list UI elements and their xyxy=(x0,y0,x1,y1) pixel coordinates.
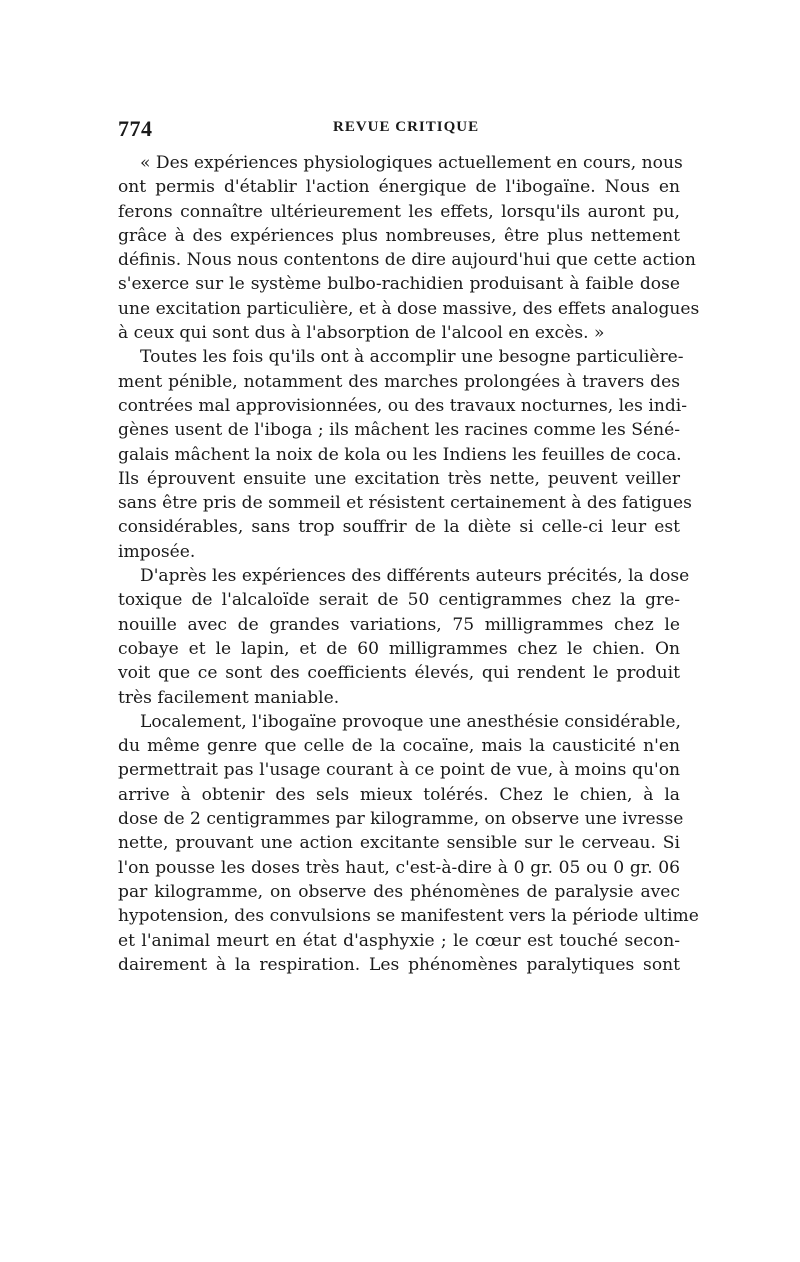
text-line: ont permis d'établir l'action énergique de l'ibogaïne. Nous en xyxy=(118,177,680,198)
paragraph xyxy=(118,564,690,710)
text-line: une excitation particulière, et à dose massive, des effets analogues xyxy=(118,298,700,319)
text-line: considérables, sans trop souffrir de la diète si celle-ci leur est xyxy=(118,517,680,538)
text-line: définis. Nous nous contentons de dire aujourd'hui que cette action xyxy=(118,250,696,271)
paragraph xyxy=(118,345,692,564)
text-line: « Des expériences physiologiques actuellement en cours, nous xyxy=(140,153,683,173)
text-line: imposée. xyxy=(118,541,196,562)
text-line: du même genre que celle de la cocaïne, mais la causticité n'en xyxy=(118,736,680,757)
text-line: très facilement maniable. xyxy=(118,687,340,708)
text-line: nette, prouvant une action excitante sensible sur le cerveau. Si xyxy=(118,833,680,854)
text-line: dairement à la respiration. Les phénomènes paralytiques sont xyxy=(118,954,680,975)
text-line: sans être pris de sommeil et résistent certainement à des fatigues xyxy=(118,493,692,514)
text-line: arrive à obtenir des sels mieux tolérés. Chez le chien, à la xyxy=(118,784,680,805)
text-line: et l'animal meurt en état d'asphyxie ; le cœur est touché secon- xyxy=(118,930,680,951)
text-line: nouille avec de grandes variations, 75 milligrammes chez le xyxy=(118,614,680,635)
text-line: s'exerce sur le système bulbo-rachidien produisant à faible dose xyxy=(118,274,680,295)
text-line: permettrait pas l'usage courant à ce point de vue, à moins qu'on xyxy=(118,760,680,781)
text-line: cobaye et le lapin, et de 60 milligrammes chez le chien. On xyxy=(118,638,680,659)
text-line: par kilogramme, on observe des phénomènes de paralysie avec xyxy=(118,881,680,902)
text-line: D'après les expériences des différents auteurs précités, la dose xyxy=(140,566,690,587)
paragraph xyxy=(118,710,699,977)
text-line: voit que ce sont des coefficients élevés, qui rendent le produit xyxy=(118,663,680,684)
text-line: ment pénible, notamment des marches prolongées à travers des xyxy=(118,371,680,392)
body-text xyxy=(118,151,700,977)
text-line: hypotension, des convulsions se manifestent vers la période ultime xyxy=(118,906,699,927)
text-line: Toutes les fois qu'ils ont à accomplir une besogne particulière- xyxy=(140,347,684,368)
text-line: contrées mal approvisionnées, ou des travaux nocturnes, les indi- xyxy=(118,395,688,416)
text-line: galais mâchent la noix de kola ou les Indiens les feuilles de coca. xyxy=(118,444,682,465)
text-line: Ils éprouvent ensuite une excitation très nette, peuvent veiller xyxy=(118,468,680,489)
page-number: 774 xyxy=(118,116,153,141)
text-line: gènes usent de l'iboga ; ils mâchent les racines comme les Séné- xyxy=(118,420,680,441)
text-line: ferons connaître ultérieurement les effets, lorsqu'ils auront pu, xyxy=(118,201,680,222)
journal-title: REVUE CRITIQUE xyxy=(333,119,480,135)
running-head xyxy=(118,116,680,140)
text-line: toxique de l'alcaloïde serait de 50 centigrammes chez la gre- xyxy=(118,590,680,611)
text-line: l'on pousse les doses très haut, c'est-à-dire à 0 gr. 05 ou 0 gr. 06 xyxy=(118,857,680,878)
text-line: dose de 2 centigrammes par kilogramme, on observe une ivresse xyxy=(118,809,684,830)
paragraph xyxy=(118,151,700,345)
text-line: Localement, l'ibogaïne provoque une anesthésie considérable, xyxy=(140,711,681,732)
text-line: grâce à des expériences plus nombreuses, être plus nettement xyxy=(118,225,680,246)
text-line: à ceux qui sont dus à l'absorption de l'alcool en excès. » xyxy=(118,323,605,344)
